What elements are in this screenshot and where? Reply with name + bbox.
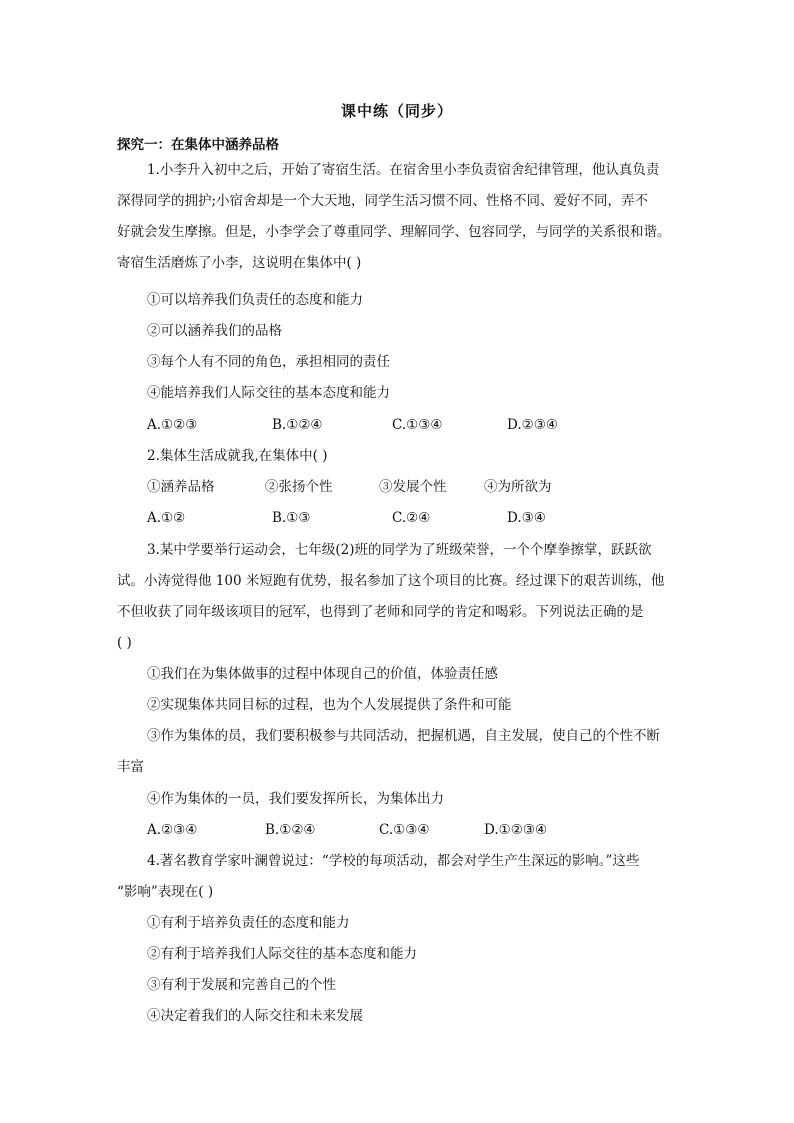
q2-option-d: D.③④ [507,510,546,526]
q4-item-4: ④决定着我们的人际交往和未来发展 [147,1008,363,1024]
q3-item-3: ③作为集体的员，我们要积极参与共同活动，把握机遇，自主发展，使自己的个性不断 [147,728,660,744]
q3-item-1: ①我们在为集体做事的过程中体现自己的价值，体验责任感 [147,666,498,682]
q2-item-3: ③发展个性 [379,479,447,495]
q1-option-a: A.①②③ [147,417,198,433]
q3-item-3-continued: 丰富 [117,759,144,775]
q1-option-c: C.①③④ [392,417,443,433]
q1-item-1: ①可以培养我们负责任的态度和能力 [147,292,363,308]
q2-option-c: C.②④ [392,510,431,526]
q1-stem-line-2: 深得同学的拥护;小宿舍却是一个大天地，同学生活习惯不同、性格不同、爱好不同，弄不 [117,193,649,209]
q4-stem-line-2: “影响”表现在( ) [117,884,214,900]
q4-item-3: ③有利于发展和完善自己的个性 [147,977,336,993]
q1-stem-line-3: 好就会发生摩擦。但是，小李学会了尊重同学、理解同学、包容同学，与同学的关系很和谐。 [117,224,671,240]
q4-item-1: ①有利于培养负责任的态度和能力 [147,915,350,931]
q2-stem: 2.集体生活成就我,在集体中( ) [147,448,328,464]
q3-option-d: D.①②③④ [484,822,548,838]
q1-item-3: ③每个人有不同的角色，承担相同的责任 [147,354,390,370]
q1-item-4: ④能培养我们人际交往的基本态度和能力 [147,385,390,401]
q1-stem-line-1: 1.小李升入初中之后，开始了寄宿生活。在宿舍里小李负责宿舍纪律管理，他认真负责 [147,162,660,178]
q3-option-a: A.②③④ [147,822,198,838]
q3-stem-line-3: 不但收获了同年级该项目的冠军，也得到了老师和同学的肯定和喝彩。下列说法正确的是 [117,604,644,620]
q4-item-2: ②有利于培养我们人际交往的基本态度和能力 [147,946,417,962]
q3-item-4: ④作为集体的一员，我们要发挥所长，为集体出力 [147,791,444,807]
q2-item-1: ①涵养品格 [147,479,215,495]
q2-item-2: ②张扬个性 [265,479,333,495]
q4-stem-line-1: 4.著名教育学家叶澜曾说过：“学校的每项活动，都会对学生产生深远的影响。”这些 [147,853,640,869]
q3-stem-line-1: 3.某中学要举行运动会，七年级(2)班的同学为了班级荣誉，一个个摩拳擦掌，跃跃欲 [147,542,652,558]
q1-item-2: ②可以涵养我们的品格 [147,323,282,339]
q3-item-2: ②实现集体共同目标的过程，也为个人发展提供了条件和可能 [147,697,512,713]
q1-option-b: B.①②④ [272,417,323,433]
q3-stem-line-4: ( ) [117,635,132,651]
q2-option-a: A.①② [147,510,186,526]
q3-option-b: B.①②④ [265,822,316,838]
q1-stem-line-4: 寄宿生活磨炼了小李，这说明在集体中( ) [117,255,362,271]
q2-item-4: ④为所欲为 [484,479,552,495]
q3-option-c: C.①③④ [379,822,430,838]
q2-option-b: B.①③ [272,510,311,526]
section-heading: 探究一：在集体中涵养品格 [117,137,279,153]
q3-stem-line-2: 试。小涛觉得他 100 米短跑有优势，报名参加了这个项目的比赛。经过课下的艰苦训练，他 [117,573,665,589]
q1-option-d: D.②③④ [507,417,558,433]
page-title: 课中练（同步） [340,102,453,120]
